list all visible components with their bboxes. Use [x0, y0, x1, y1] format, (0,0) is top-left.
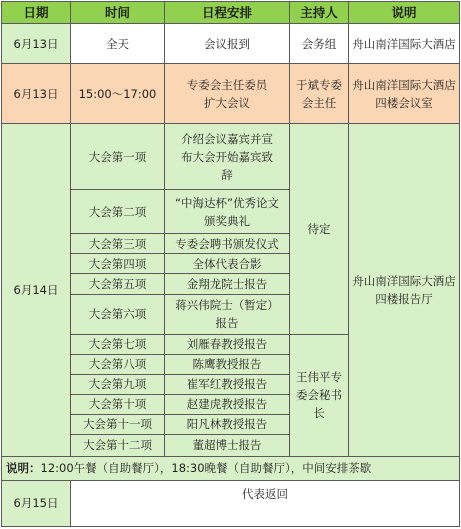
item-content: 崔军红教授报告 — [165, 374, 290, 394]
item-content: 赵建虎教授报告 — [165, 394, 290, 414]
note-label: 说明： — [6, 461, 41, 476]
header-time: 时间 — [71, 2, 165, 24]
item-content: 蒋兴伟院士（暂定）报告 — [165, 294, 290, 334]
item-content: 专委会聘书颁发仪式 — [165, 234, 290, 254]
time-cell: 15:00～17:00 — [71, 64, 165, 124]
table-row — [2, 24, 460, 64]
table-row — [2, 480, 460, 526]
item-label: 大会第十二项 — [71, 434, 165, 456]
date-cell: 6月15日 — [2, 480, 71, 526]
item-label: 大会第六项 — [71, 294, 165, 334]
item-content: 董超博士报告 — [165, 434, 290, 456]
item-label: 大会第十项 — [71, 394, 165, 414]
header-row — [2, 2, 460, 24]
host-cell: 于斌专委会主任 — [290, 64, 349, 124]
note-text: 12:00午餐（自助餐厅），18:30晚餐（自助餐厅），中间安排茶歇 — [40, 461, 372, 476]
item-content: 刘雁春教授报告 — [165, 334, 290, 354]
host-cell: 会务组 — [290, 24, 349, 64]
item-content: 介绍会议嘉宾并宣布大会开始嘉宾致辞 — [165, 124, 290, 190]
header-note: 说明 — [349, 2, 460, 24]
table-row — [2, 124, 460, 190]
host-cell: 待定 — [290, 124, 349, 334]
item-label: 大会第九项 — [71, 374, 165, 394]
item-content: 全体代表合影 — [165, 254, 290, 274]
item-label: 大会第十一项 — [71, 414, 165, 434]
note-cell: 舟山南洋国际大酒店四楼会议室 — [349, 64, 460, 124]
schedule-table — [1, 1, 460, 527]
item-label: 大会第五项 — [71, 274, 165, 294]
note-text-cell — [2, 456, 460, 480]
item-label: 大会第二项 — [71, 190, 165, 234]
note-cell: 舟山南洋国际大酒店 — [349, 24, 460, 64]
item-content: 金翔龙院士报告 — [165, 274, 290, 294]
depart-text: 代表返回 — [242, 486, 288, 501]
date-cell: 6月14日 — [2, 124, 71, 457]
header-date: 日期 — [2, 2, 71, 24]
item-content: 陈鹰教授报告 — [165, 354, 290, 374]
item-label: 大会第四项 — [71, 254, 165, 274]
header-schedule: 日程安排 — [165, 2, 290, 24]
item-content: 阳凡林教授报告 — [165, 414, 290, 434]
item-label: 大会第三项 — [71, 234, 165, 254]
item-label: 大会第八项 — [71, 354, 165, 374]
note-cell: 舟山南洋国际大酒店四楼报告厅 — [349, 124, 460, 457]
depart-cell — [71, 480, 460, 526]
date-cell: 6月13日 — [2, 24, 71, 64]
item-content: “中海达杯”优秀论文颁奖典礼 — [165, 190, 290, 234]
date-cell: 6月13日 — [2, 64, 71, 124]
header-host: 主持人 — [290, 2, 349, 24]
schedule-cell: 会议报到 — [165, 24, 290, 64]
item-label: 大会第一项 — [71, 124, 165, 190]
table-row — [2, 64, 460, 124]
item-label: 大会第七项 — [71, 334, 165, 354]
time-cell: 全天 — [71, 24, 165, 64]
schedule-cell: 专委会主任委员扩大会议 — [165, 64, 290, 124]
note-row — [2, 456, 460, 480]
host-cell: 王伟平专委会秘书长 — [290, 334, 349, 456]
